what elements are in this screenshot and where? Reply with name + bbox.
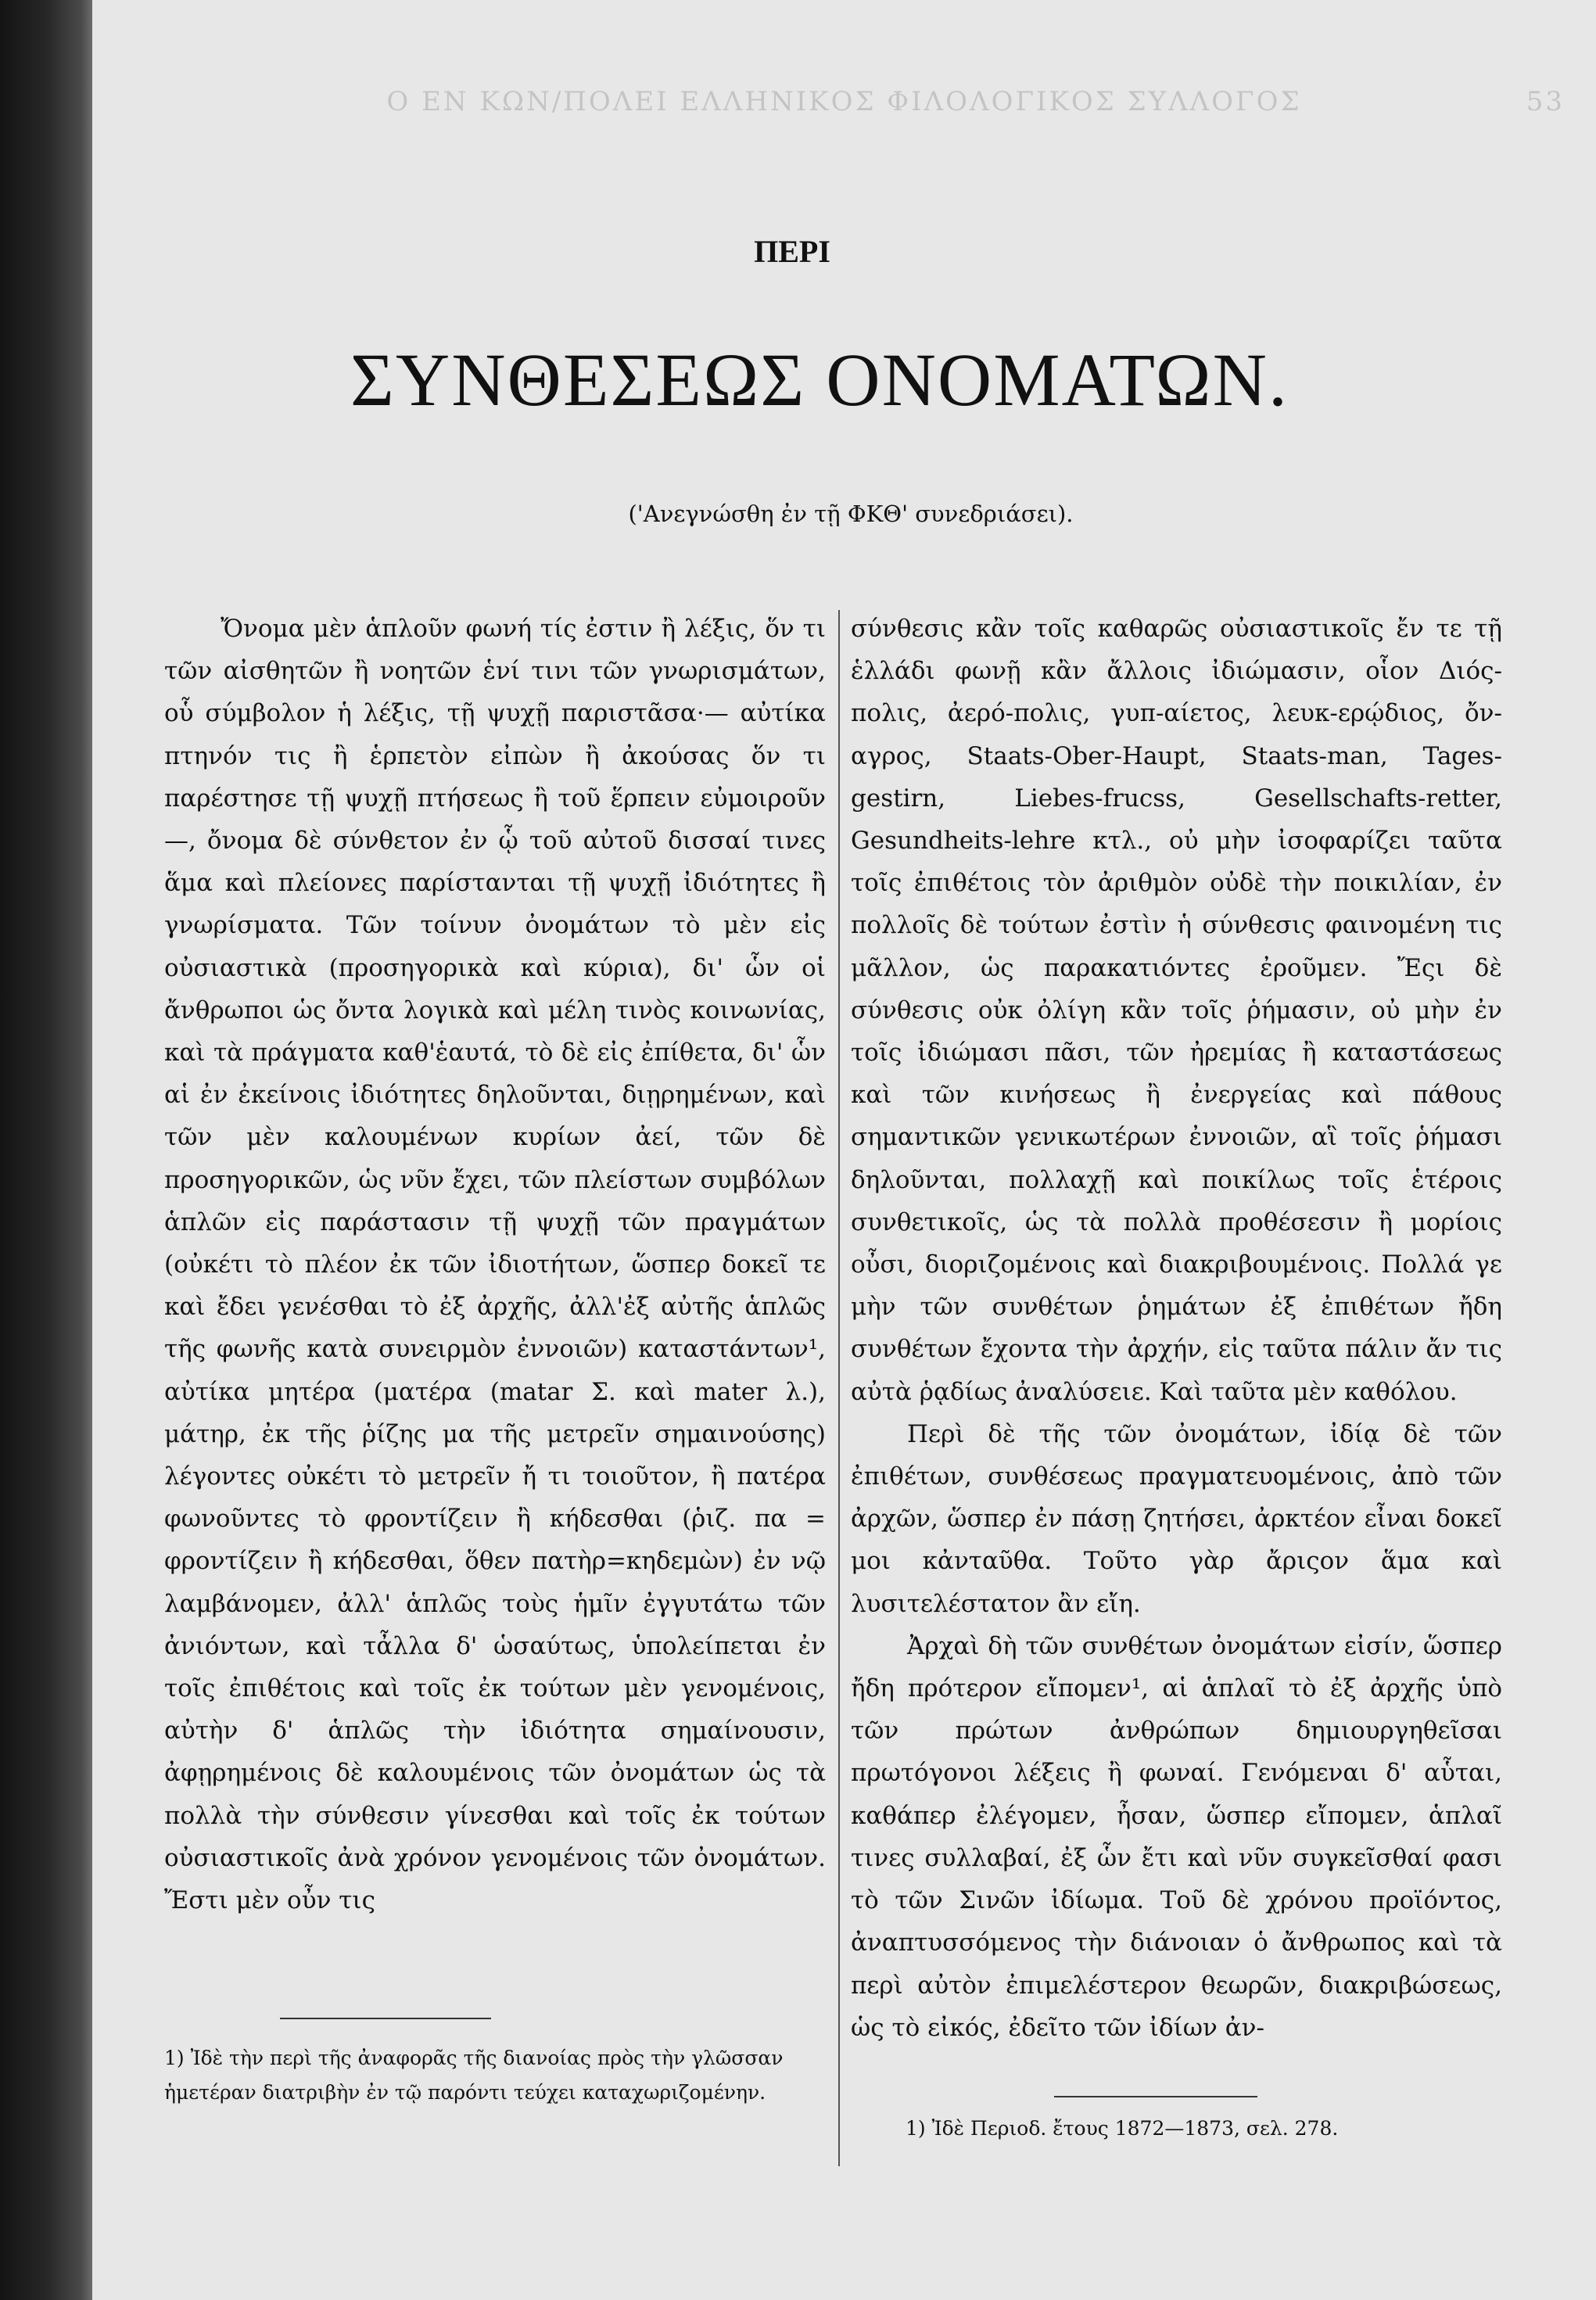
footnote-right: 1) Ἰδὲ Περιοδ. ἔτους 1872—1873, σελ. 278. xyxy=(906,2117,1339,2140)
footnote-rule-left xyxy=(280,2018,491,2019)
paragraph: Ὄνομα μὲν ἁπλοῦν φωνή τίς ἐστιν ἢ λέξις, ὅν τι τῶν αἰσθητῶν ἢ νοητῶν ἑνί τινι τῶν γνωρισμάτων, οὗ σύμβολον ἡ λέξις, τῇ ψυχῇ παριστᾶσα·— αὐτίκα πτηνόν τις ἢ ἑρπετὸν εἰπὼν ἢ ἀκούσας ὅν τι παρέστησε τῇ ψυχῇ πτήσεως ἢ τοῦ ἕρπειν εὐμοιροῦν—, ὄνομα δὲ σύνθετον ἐν ᾧ τοῦ αὐτοῦ δισσαί τινες ἅμα καὶ πλείονες παρίστανται τῇ ψυχῇ ἰδιότητες ἢ γνωρίσματα. Τῶν τοίνυν ὀνομάτων τὸ μὲν εἰς οὐσιαστικὰ (προσηγορικὰ καὶ κύρια), δι' ὧν οἱ ἄνθρωποι ὡς ὄντα λογικὰ καὶ μέλη τινὸς κοινωνίας, καὶ τὰ πράγματα καθ'ἑαυτά, τὸ δὲ εἰς ἐπίθετα, δι' ὧν αἱ ἐν ἐκείνοις ἰδιότητες δηλοῦνται, διῃρημένων, καὶ τῶν μὲν καλουμένων κυρίων ἀεί, τῶν δὲ προσηγορικῶν, ὡς νῦν ἔχει, τῶν πλείστων συμβόλων ἁπλῶν εἰς παράστασιν τῇ ψυχῇ τῶν πραγμάτων (οὐκέτι τὸ πλέον ἐκ τῶν ἰδιοτήτων, ὥσπερ δοκεῖ τε καὶ ἔδει γενέσθαι τὸ ἐξ ἀρχῆς, ἀλλ'ἐξ αὐτῆς ἁπλῶς τῆς φωνῆς κατὰ συνειρμὸν ἐννοιῶν) καταστάντων¹, αὐτίκα μητέρα (ματέρα (matar Σ. καὶ mater λ.), μάτηρ, ἐκ τῆς ῥίζης μα τῆς μετρεῖν σημαινούσης) λέγοντες οὐκέτι τὸ μετρεῖν ἤ τι τοιοῦτον, ἢ πατέρα φωνοῦντες τὸ φροντίζειν ἢ κήδεσθαι (ῥιζ. πα = φροντίζειν ἢ κήδεσθαι, ὅθεν πατὴρ=κηδεμὼν) ἐν νῷ λαμβάνομεν, ἀλλ' ἁπλῶς τοὺς ἡμῖν ἐγγυτάτω τῶν ἀνιόντων, καὶ τἆλλα δ' ὡσαύτως, ὑπολείπεται ἐν τοῖς ἐπιθέτοις καὶ τοῖς ἐκ τούτων μὲν γενομένοις, αὐτὴν δ' ἁπλῶς τὴν ἰδιότητα σημαίνουσιν, ἀφῃρημένοις δὲ καλουμένοις τῶν ὀνομάτων ὡς τὰ πολλὰ τὴν σύνθεσιν γίνεσθαι καὶ τοῖς ἐκ τούτων οὐσιαστικοῖς ἀνὰ χρόνον γενομένοις τῶν ὀνομάτων. Ἔστι μὲν οὖν τις xyxy=(164,615,826,1915)
article-subtitle: ('Ανεγνώσθη ἐν τῇ ΦΚΘ' συνεδριάσει). xyxy=(628,501,1074,527)
footnote-left: 1) Ἰδὲ τὴν περὶ τῆς ἀναφορᾶς τῆς διανοίας πρὸς τὴν γλῶσσαν ἡμετέραν διατριβὴν ἐν τῷ παρόντι τεύχει καταχωριζομένην. xyxy=(164,2047,784,2104)
paragraph: σύνθεσις κἂν τοῖς καθαρῶς οὐσιαστικοῖς ἔν τε τῇ ἑλλάδι φωνῇ κἂν ἄλλοις ἰδιώμασιν, οἷον Διός-πολις, ἀερό-πολις, γυπ-αίετος, λευκ-ερῴδιος, ὄν-αγρος, Staats-Ober-Haupt, Staats-man, Tages-gestirn, Liebes-frucss, Gesellschafts-retter, Gesundheits-lehre κτλ., οὐ μὴν ἰσοφαρίζει ταῦτα τοῖς ἐπιθέτοις τὸν ἀριθμὸν οὐδὲ τὴν ποικιλίαν, ἐν πολλοῖς δὲ τούτων ἐστὶν ἡ σύνθεσις φαινομένη τις μᾶλλον, ὡς παρακατιόντες ἐροῦμεν. Ἔςι δὲ σύνθεσις οὐκ ὀλίγη κἂν τοῖς ῥήμασιν, οὐ μὴν ἐν τοῖς ἰδιώμασι πᾶσι, τῶν ἠρεμίας ἢ καταστάσεως καὶ τῶν κινήσεως ἢ ἐνεργείας καὶ πάθους σημαντικῶν γενικωτέρων ἐννοιῶν, αἳ τοῖς ῥήμασι δηλοῦνται, πολλαχῇ καὶ ποικίλως τοῖς ἑτέροις συνθετικοῖς, ὡς τὰ πολλὰ προθέσεσιν ἢ μορίοις οὖσι, διοριζομένοις καὶ διακριβουμένοις. Πολλά γε μὴν τῶν συνθέτων ῥημάτων ἐξ ἐπιθέτων ἤδη συνθέτων ἔχοντα τὴν ἀρχήν, εἰς ταῦτα πάλιν ἄν τις αὐτὰ ῥᾳδίως ἀναλύσειε. Καὶ ταῦτα μὲν καθόλου. xyxy=(851,615,1502,1406)
right-column xyxy=(851,608,1502,2042)
page-number: 53 xyxy=(1526,86,1565,117)
book-page xyxy=(92,0,1596,2300)
paragraph: Ἀρχαὶ δὴ τῶν συνθέτων ὀνομάτων εἰσίν, ὥσπερ ἤδη πρότερον εἴπομεν¹, αἱ ἁπλαῖ τὸ ἐξ ἀρχῆς ὑπὸ τῶν πρώτων ἀνθρώπων δημιουργηθεῖσαι πρωτόγονοι λέξεις ἢ φωναί. Γενόμεναι δ' αὗται, καθάπερ ἐλέγομεν, ἦσαν, ὥσπερ εἴπομεν, ἁπλαῖ τινες συλλαβαί, ἐξ ὧν ἔτι καὶ νῦν συγκεῖσθαί φασι τὸ τῶν Σινῶν ἰδίωμα. Τοῦ δὲ χρόνου προϊόντος, ἀναπτυσσόμενος τὴν διάνοιαν ὁ ἄνθρωπος καὶ τὰ περὶ αὐτὸν ἐπιμελέστερον θεωρῶν, διακριβώσεως, ὡς τὸ εἰκός, ἐδεῖτο τῶν ἰδίων ἀν- xyxy=(851,1631,1502,2042)
book-binding-shadow xyxy=(0,0,102,2300)
paragraph: Περὶ δὲ τῆς τῶν ὀνομάτων, ἰδίᾳ δὲ τῶν ἐπιθέτων, συνθέσεως πραγματευομένοις, ἀπὸ τῶν ἀρχῶν, ὥσπερ ἐν πάσῃ ζητήσει, ἀρκτέον εἶναι δοκεῖ μοι κἀνταῦθα. Τοῦτο γὰρ ἄριςον ἅμα καὶ λυσιτελέστατον ἂν εἴη. xyxy=(851,1419,1502,1618)
running-head-bleedthrough xyxy=(92,86,1596,117)
left-column xyxy=(164,608,826,1976)
column-divider xyxy=(838,610,840,2166)
pre-title: ΠΕΡΙ xyxy=(754,234,830,269)
running-head: Ο ΕΝ ΚΩΝ/ΠΟΛΕΙ ΕΛΛΗΝΙΚΟΣ ΦΙΛΟΛΟΓΙΚΟΣ ΣΥΛΛΟΓΟΣ xyxy=(386,86,1302,117)
article-title: ΣΥΝΘΕΣΕΩΣ ΟΝΟΜΑΤΩΝ. xyxy=(350,338,1289,422)
footnote-rule-right xyxy=(1054,2096,1257,2097)
